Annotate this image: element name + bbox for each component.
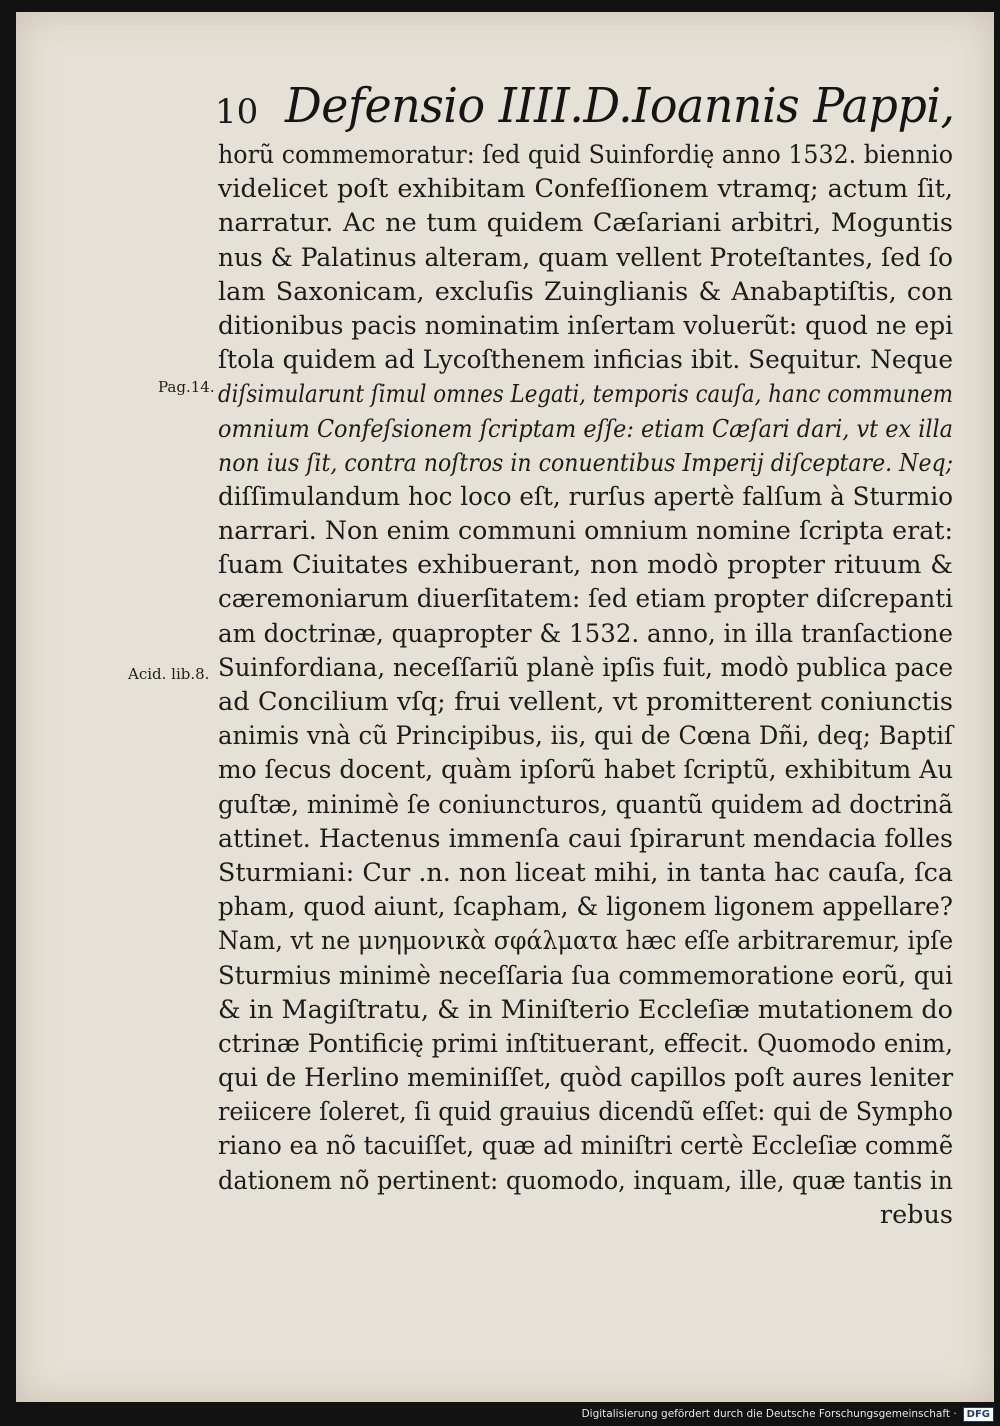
text-line: riano ea nõ tacuiſſet, quæ ad miniſtri certè Eccleſiæ commẽ <box>218 1131 954 1162</box>
text-line: am doctrinæ, quapropter & 1532. anno, in illa tranſactione <box>218 618 953 649</box>
margin-note-book-reference: Acid. lib.8. <box>128 665 210 683</box>
text-line: Suinfordiana, neceſſariũ planè ipſis fuit, modò publica pace <box>218 652 954 683</box>
dfg-logo-icon: DFG <box>963 1407 994 1422</box>
running-title: Defensio IIII.D.Ioannis Pappi, <box>285 78 955 134</box>
quoted-line: non ius ſit, contra noſtros in conuentibus Imperij diſceptare. Neq; <box>218 448 954 477</box>
margin-note-page-reference: Pag.14. <box>158 378 215 396</box>
text-line: reiicere ſoleret, ſi quid grauius dicendũ eſſet: qui de Sympho <box>218 1097 953 1128</box>
text-line: mo ſecus docent, quàm ipſorũ habet ſcriptũ, exhibitum Au <box>218 755 954 786</box>
text-line: cæremoniarum diuerſitatem: ſed etiam propter diſcrepanti <box>218 584 953 615</box>
text-line: videlicet poſt exhibitam Confeſſionem vtramq; actum ſit, <box>218 174 953 205</box>
page-number: 10 <box>215 92 259 132</box>
text-line: guſtæ, minimè ſe coniuncturos, quantũ quidem ad doctrinã <box>218 789 953 820</box>
text-line: lam Saxonicam, excluſis Zuinglianis & Anabaptiſtis, con <box>218 276 953 307</box>
text-line: attinet. Hactenus immenſa caui ſpirarunt mendacia folles <box>218 823 953 854</box>
text-line: narrari. Non enim communi omnium nomine ſcripta erat: <box>218 516 953 547</box>
text-line: animis vnà cũ Principibus, iis, qui de Cœna Dñi, deq; Baptiſ <box>218 721 953 752</box>
footer-credit-text: Digitalisierung gefördert durch die Deutsche Forschungsgemeinschaft · <box>581 1408 957 1420</box>
text-line: ſtola quidem ad Lycoſthenem inficias ibit. Sequitur. Neque <box>218 345 953 376</box>
quoted-line: omnium Confeſsionem ſcriptam eſſe: etiam Cæſari dari, vt ex illa <box>218 414 953 443</box>
text-line: ſuam Ciuitates exhibuerant, non modò propter rituum & <box>218 550 953 581</box>
text-line: Nam, vt ne μνημονικὰ σφάλματα hæc eſſe arbitraremur, ipſe <box>218 926 954 957</box>
text-line: Sturmius minimè neceſſaria ſua commemoratione eorũ, qui <box>218 960 953 991</box>
catchword: rebus <box>879 1199 953 1230</box>
text-line: qui de Herlino meminiſſet, quòd capillos poſt aures leniter <box>218 1063 954 1094</box>
text-line: Sturmiani: Cur .n. non liceat mihi, in tanta hac cauſa, ſca <box>218 857 953 888</box>
body-text <box>218 138 953 1232</box>
text-line: ctrinæ Pontificię primi inſtituerant, effecit. Quomodo enim, <box>218 1028 954 1059</box>
text-line: dationem nõ pertinent: quomodo, inquam, ille, quæ tantis in <box>218 1165 953 1196</box>
text-line: horũ commemoratur: ſed quid Suinfordię anno 1532. biennio <box>218 140 954 170</box>
text-line: nus & Palatinus alteram, quam vellent Proteſtantes, ſed ſo <box>218 242 953 273</box>
text-line: ditionibus pacis nominatim inſertam voluerũt: quod ne epi <box>218 310 954 341</box>
quoted-line: diſsimularunt ſimul omnes Legati, temporis cauſa, hanc communem <box>218 380 953 409</box>
text-line: narratur. Ac ne tum quidem Cæſariani arbitri, Moguntis <box>218 208 953 239</box>
text-line: ad Concilium vſq; frui vellent, vt promitterent coniunctis <box>218 687 953 717</box>
page-header <box>215 78 955 140</box>
text-line: & in Magiſtratu, & in Miniſterio Eccleſiæ mutationem do <box>218 994 953 1025</box>
text-line: pham, quod aiunt, ſcapham, & ligonem ligonem appellare? <box>218 892 953 923</box>
text-line: diſſimulandum hoc loco eſt, rurſus apertè falſum à Sturmio <box>218 481 953 512</box>
digitization-footer <box>582 1405 994 1423</box>
